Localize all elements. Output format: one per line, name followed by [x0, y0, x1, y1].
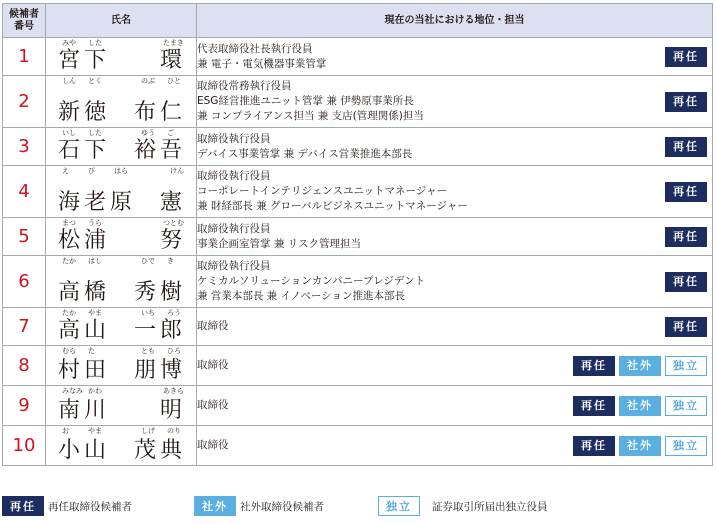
- reappoint-badge: 再任: [2, 496, 44, 516]
- position-line: ESG経営推進ユニット管掌 兼 伊勢原事業所長: [197, 95, 414, 107]
- candidate-given-name: 朋博: [133, 358, 186, 383]
- position-line: 兼 財経部長 兼 グローバルビジネスユニットマネージャー: [197, 200, 468, 212]
- position-lines: [197, 259, 712, 304]
- furigana: はし: [88, 257, 102, 265]
- position-line: 取締役: [197, 399, 229, 411]
- table-row: [3, 346, 713, 386]
- reappoint-badge: 再任: [665, 182, 707, 202]
- candidate-name-cell: [46, 166, 197, 218]
- candidate-given-name: 一郎: [133, 318, 186, 343]
- position-line: 兼 電子・電気機器事業管掌: [197, 57, 327, 70]
- legend-item-independent: [378, 494, 548, 518]
- legend-text: 社外取締役候補者: [240, 500, 324, 513]
- candidate-given-name: 憲: [159, 190, 186, 215]
- candidate-name-cell: [46, 426, 197, 466]
- badge-group: [665, 317, 707, 337]
- position-lines: [197, 169, 712, 214]
- furigana: き: [167, 257, 174, 265]
- furigana: え: [62, 167, 69, 175]
- position-line: 代表取締役社長執行役員: [197, 42, 313, 55]
- badge-group: [573, 356, 707, 376]
- candidate-name-cell: [46, 346, 197, 386]
- candidate-number: 4: [3, 166, 46, 218]
- table-row: [3, 128, 713, 166]
- table-header-row: [3, 4, 713, 38]
- outside-badge: 社外: [194, 496, 236, 516]
- outside-badge: 社外: [619, 436, 661, 456]
- candidate-number: 10: [3, 426, 46, 466]
- position-lines: [197, 319, 712, 334]
- furigana: みなみ: [62, 387, 83, 395]
- furigana: た: [88, 347, 95, 355]
- furigana: とく: [88, 77, 102, 85]
- badge-group: [665, 272, 707, 292]
- badge-group: [665, 47, 707, 67]
- position-line: コーポレートインテリジェンスユニットマネージャー: [197, 185, 448, 197]
- position-line: 取締役: [197, 439, 229, 451]
- candidate-position-cell: [197, 166, 713, 218]
- position-line: デバイス事業管掌 兼 デバイス営業推進本部長: [197, 147, 413, 160]
- reappoint-badge: 再任: [665, 227, 707, 247]
- candidate-given-name: 秀樹: [133, 280, 186, 305]
- furigana: かわ: [88, 387, 102, 395]
- candidate-position-cell: [197, 128, 713, 166]
- table-row: [3, 218, 713, 256]
- candidate-surname: 南川: [58, 398, 111, 423]
- furigana: うら: [88, 219, 102, 227]
- position-line: 取締役: [197, 359, 229, 371]
- candidate-surname: 小山: [58, 438, 111, 463]
- furigana: たか: [62, 309, 76, 317]
- candidate-position-cell: [197, 38, 713, 76]
- furigana: のり: [167, 427, 181, 435]
- furigana: ひで: [141, 257, 155, 265]
- furigana: した: [88, 39, 102, 47]
- badge-group: [573, 436, 707, 456]
- candidate-position-cell: [197, 76, 713, 128]
- legend-item-outside: [194, 494, 324, 518]
- candidate-position-cell: [197, 426, 713, 466]
- position-line: 兼 営業本部長 兼 イノベーション推進本部長: [197, 290, 406, 302]
- table-row: [3, 76, 713, 128]
- legend: [2, 494, 713, 518]
- furigana: お: [62, 427, 69, 435]
- legend-text: 証券取引所届出独立役員: [432, 500, 548, 513]
- position-lines: [197, 79, 712, 124]
- furigana: いし: [62, 129, 76, 137]
- outside-badge: 社外: [619, 396, 661, 416]
- candidate-position-cell: [197, 256, 713, 308]
- candidate-name-cell: [46, 128, 197, 166]
- candidate-name-cell: [46, 386, 197, 426]
- candidates-table: [2, 3, 713, 466]
- table-row: [3, 256, 713, 308]
- furigana: みや: [62, 39, 76, 47]
- furigana: のぶ: [141, 77, 155, 85]
- candidate-surname: 新徳: [58, 100, 111, 125]
- table-row: [3, 38, 713, 76]
- independent-badge: 独立: [665, 356, 707, 376]
- candidate-surname: 宮下: [58, 48, 111, 73]
- candidate-surname: 高橋: [58, 280, 111, 305]
- table-row: [3, 166, 713, 218]
- furigana: やま: [88, 309, 102, 317]
- candidate-number: 2: [3, 76, 46, 128]
- candidate-surname: 石下: [58, 138, 111, 163]
- badge-group: [665, 92, 707, 112]
- reappoint-badge: 再任: [573, 436, 615, 456]
- table-row: [3, 386, 713, 426]
- position-line: 兼 コンプライアンス担当 兼 支店(管理関係)担当: [197, 110, 424, 122]
- furigana: び: [88, 167, 95, 175]
- candidate-position-cell: [197, 308, 713, 346]
- badge-group: [665, 227, 707, 247]
- independent-badge: 独立: [378, 496, 420, 516]
- candidate-name-cell: [46, 256, 197, 308]
- candidate-given-name: 布仁: [133, 100, 186, 125]
- reappoint-badge: 再任: [573, 356, 615, 376]
- candidate-surname: 高山: [58, 318, 111, 343]
- furigana: ひろ: [167, 347, 181, 355]
- header-no-line1: 候補者: [9, 8, 39, 20]
- furigana: いち: [141, 309, 155, 317]
- furigana: しげ: [141, 427, 155, 435]
- position-line: 事業企画室管掌 兼 リスク管理担当: [197, 237, 361, 250]
- furigana: つとむ: [163, 219, 184, 227]
- candidate-given-name: 裕吾: [133, 138, 186, 163]
- candidate-number: 6: [3, 256, 46, 308]
- header-no-line2: 番号: [14, 20, 34, 32]
- reappoint-badge: 再任: [665, 137, 707, 157]
- furigana: ゆう: [141, 129, 155, 137]
- furigana: むら: [62, 347, 76, 355]
- furigana: しん: [62, 77, 76, 85]
- outside-badge: 社外: [619, 356, 661, 376]
- candidate-number: 7: [3, 308, 46, 346]
- header-position: 現在の当社における地位・担当: [197, 4, 713, 38]
- furigana: やま: [88, 427, 102, 435]
- candidate-number: 3: [3, 128, 46, 166]
- furigana: あきら: [163, 387, 184, 395]
- independent-badge: 独立: [665, 396, 707, 416]
- table-row: [3, 426, 713, 466]
- candidate-position-cell: [197, 346, 713, 386]
- position-line: 取締役常務執行役員: [197, 80, 292, 92]
- reappoint-badge: 再任: [665, 272, 707, 292]
- furigana: たか: [62, 257, 76, 265]
- candidate-name-cell: [46, 38, 197, 76]
- candidate-given-name: 努: [159, 228, 186, 253]
- reappoint-badge: 再任: [665, 317, 707, 337]
- position-line: ケミカルソリューションカンパニープレジデント: [197, 275, 426, 287]
- candidate-given-name: 茂典: [133, 438, 186, 463]
- header-name: 氏名: [46, 4, 197, 38]
- candidate-given-name: 環: [159, 48, 186, 73]
- position-line: 取締役執行役員: [197, 170, 271, 182]
- candidate-number: 9: [3, 386, 46, 426]
- candidate-number: 8: [3, 346, 46, 386]
- candidate-number: 1: [3, 38, 46, 76]
- candidate-surname: 海老原: [58, 190, 137, 215]
- furigana: はら: [114, 167, 128, 175]
- reappoint-badge: 再任: [665, 47, 707, 67]
- table-row: [3, 308, 713, 346]
- furigana: たまき: [163, 39, 184, 47]
- furigana: とも: [141, 347, 155, 355]
- badge-group: [573, 396, 707, 416]
- position-line: 取締役執行役員: [197, 260, 271, 272]
- reappoint-badge: 再任: [665, 92, 707, 112]
- candidate-surname: 村田: [58, 358, 111, 383]
- legend-item-reappoint: [2, 494, 132, 518]
- candidate-position-cell: [197, 218, 713, 256]
- furigana: した: [88, 129, 102, 137]
- candidate-number: 5: [3, 218, 46, 256]
- badge-group: [665, 182, 707, 202]
- candidate-position-cell: [197, 386, 713, 426]
- position-lines: [197, 222, 712, 252]
- furigana: ろう: [167, 309, 181, 317]
- reappoint-badge: 再任: [573, 396, 615, 416]
- badge-group: [665, 137, 707, 157]
- position-line: 取締役執行役員: [197, 132, 271, 145]
- furigana: まつ: [62, 219, 76, 227]
- independent-badge: 独立: [665, 436, 707, 456]
- candidate-name-cell: [46, 218, 197, 256]
- header-candidate-number: [3, 4, 46, 38]
- furigana: ひと: [167, 77, 181, 85]
- candidate-surname: 松浦: [58, 228, 111, 253]
- furigana: ご: [167, 129, 174, 137]
- legend-text: 再任取締役候補者: [48, 500, 132, 513]
- position-line: 取締役: [197, 320, 229, 332]
- candidate-given-name: 明: [159, 398, 186, 423]
- position-lines: [197, 42, 712, 72]
- furigana: けん: [170, 167, 184, 175]
- position-line: 取締役執行役員: [197, 222, 271, 235]
- position-lines: [197, 132, 712, 162]
- candidate-name-cell: [46, 76, 197, 128]
- candidate-name-cell: [46, 308, 197, 346]
